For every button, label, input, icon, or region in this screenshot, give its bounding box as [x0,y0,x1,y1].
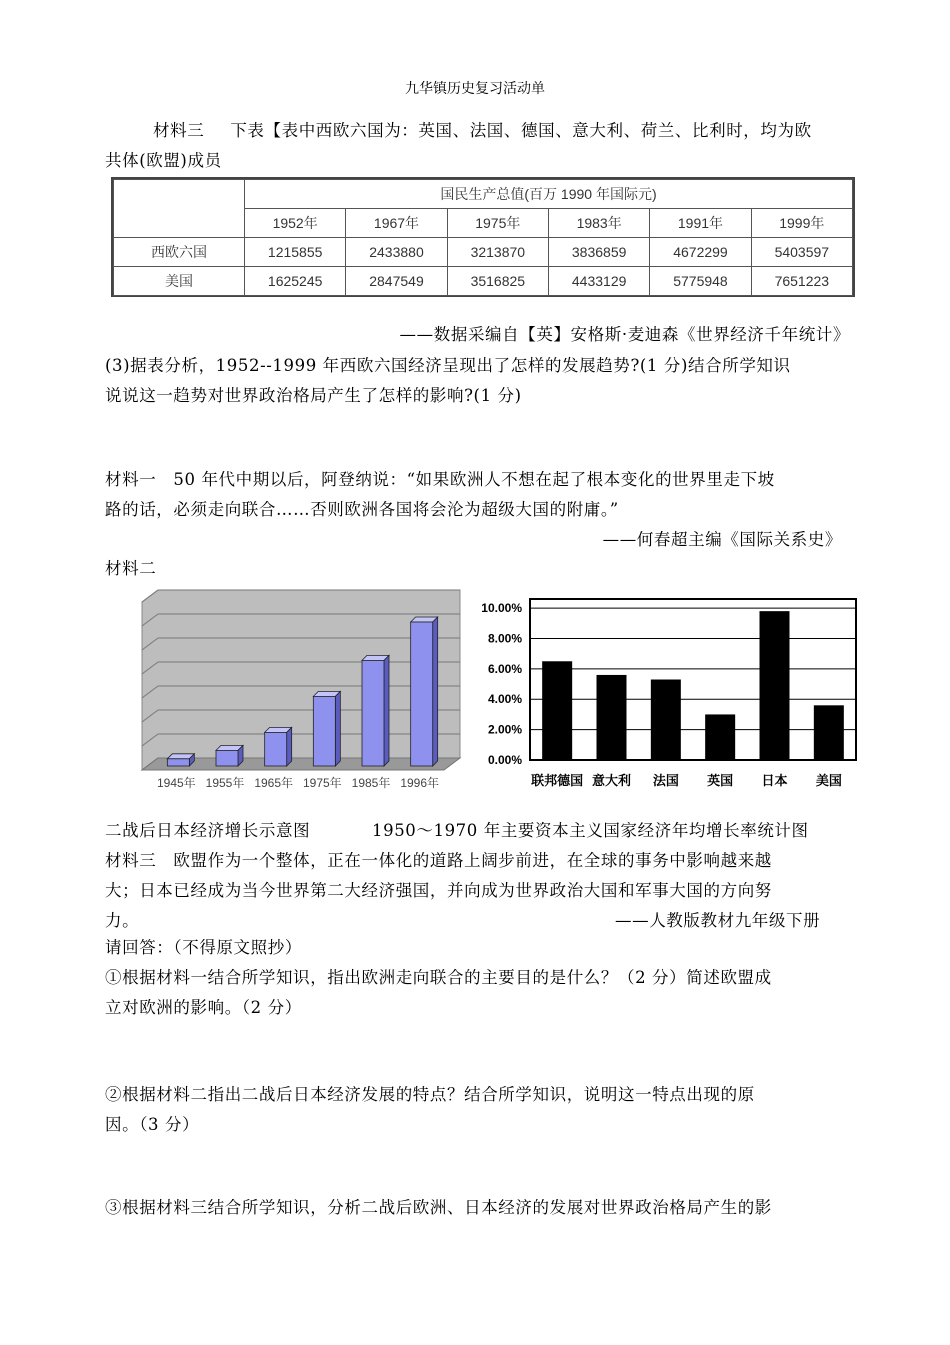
table-header-cell: 1991年 [650,209,751,238]
table-cell: 3516825 [447,267,548,296]
table-cell: 4672299 [650,238,751,267]
bar [313,696,335,766]
material-3-intro [105,116,850,176]
bar [542,661,572,760]
chart-caption-left: 二战后日本经济增长示意图 [105,821,311,840]
question-2 [105,1080,865,1140]
bar [362,660,384,766]
table-cell: 5403597 [751,238,852,267]
question-1 [105,963,865,1023]
question-line: ①根据材料一结合所学知识，指出欧洲走向联合的主要目的是什么？（2 分）简述欧盟成 [105,968,772,987]
material-3 [105,846,865,936]
table-cell: 3213870 [447,238,548,267]
x-tick-label: 英国 [707,773,734,788]
bar-side [384,655,389,766]
x-tick-label: 1975年 [302,776,342,790]
table-row-label: 美国 [114,267,245,296]
table-header-cell: 1983年 [548,209,649,238]
table-source: ——数据采编自【英】安格斯·麦迪森《世界经济千年统计》 [399,325,850,344]
bar [597,675,627,760]
x-tick-label: 1945年 [156,776,196,790]
x-tick-label: 联邦德国 [531,773,584,788]
question-3 [105,351,865,411]
table-cell: 1625245 [245,267,346,296]
table-cell: 3836859 [548,238,649,267]
material-line: 路的话，必须走向联合……否则欧洲各国将会沦为超级大国的附庸。” [105,500,619,519]
growth-rate-chart [465,588,865,798]
bar [265,732,287,766]
bar-side [335,691,340,766]
y-tick-label: 10.00% [481,601,522,616]
bar [216,750,238,766]
bar-side [287,727,292,766]
x-tick-label: 美国 [815,773,842,788]
bar [814,705,844,760]
page-header: 九华镇历史复习活动单 [405,81,545,97]
table-row [114,267,853,296]
bar [760,611,790,760]
table-header-cell: 1952年 [245,209,346,238]
material-2-label: 材料二 [105,559,157,578]
table-title: 国民生产总值(百万 1990 年国际元) [245,180,853,209]
x-tick-label: 1955年 [205,776,245,790]
table-cell: 2433880 [346,238,447,267]
table-cell: 2847549 [346,267,447,296]
x-tick-label: 1985年 [351,776,391,790]
table-row [114,238,853,267]
question-line: 说说这一趋势对世界政治格局产生了怎样的影响?(1 分) [105,386,522,405]
bar [167,759,189,766]
table-header-cell: 1999年 [751,209,852,238]
question-line: ②根据材料二指出二战后日本经济发展的特点？结合所学知识，说明这一特点出现的原 [105,1085,755,1104]
y-tick-label: 6.00% [487,661,522,676]
table-row-label: 西欧六国 [114,238,245,267]
question-line: 因。（3 分） [105,1115,200,1134]
question-line: (3)据表分析，1952--1999 年西欧六国经济呈现出了怎样的发展趋势?(1 分)结合所学知识 [105,356,791,375]
material-line: 材料一 50 年代中期以后，阿登纳说：“如果欧洲人不想在起了根本变化的世界里走下坡 [105,470,775,489]
table-header-cell: 1975年 [447,209,548,238]
question-line: 立对欧洲的影响。（2 分） [105,998,302,1017]
bar [411,622,433,766]
table-cell: 5775948 [650,267,751,296]
plot-frame [530,599,856,760]
table-header-cell: 1967年 [346,209,447,238]
table-cell: 7651223 [751,267,852,296]
y-tick-label: 8.00% [487,631,522,646]
intro-line: 下表【表中西欧六国为：英国、法国、德国、意大利、荷兰、比利时，均为欧 [230,121,812,140]
x-tick-label: 意大利 [591,773,632,788]
x-tick-label: 1996年 [400,776,440,790]
x-tick-label: 1965年 [254,776,294,790]
chart-caption-right: 1950～1970 年主要资本主义国家经济年均增长率统计图 [372,821,809,840]
bar-side [433,617,438,766]
x-tick-label: 日本 [761,773,788,788]
material-line: 材料三 欧盟作为一个整体，正在一体化的道路上阔步前进，在全球的事务中影响越来越 [105,851,772,870]
y-tick-label: 0.00% [487,753,522,767]
material-label: 材料三 [153,121,205,140]
japan-growth-chart [120,588,465,798]
table-cell: 4433129 [548,267,649,296]
intro-line: 共体(欧盟)成员 [105,151,222,170]
bar [651,680,681,761]
table-cell: 1215855 [245,238,346,267]
material-line: 力。 [105,911,140,930]
table-corner-cell [114,180,245,238]
material-1 [105,465,865,555]
material-source: ——人教版教材九年级下册 [615,911,821,930]
bar [705,714,735,760]
y-tick-label: 2.00% [487,722,522,737]
y-tick-label: 4.00% [487,692,522,707]
gnp-table [111,177,855,297]
material-source: ——何春超主编《国际关系史》 [602,530,842,549]
questions-intro: 请回答：（不得原文照抄） [105,938,302,957]
question-3-analysis: ③根据材料三结合所学知识，分析二战后欧洲、日本经济的发展对世界政治格局产生的影 [105,1198,772,1217]
x-tick-label: 法国 [652,773,679,788]
material-line: 大；日本已经成为当今世界第二大经济强国，并向成为世界政治大国和军事大国的方向努 [105,881,772,900]
